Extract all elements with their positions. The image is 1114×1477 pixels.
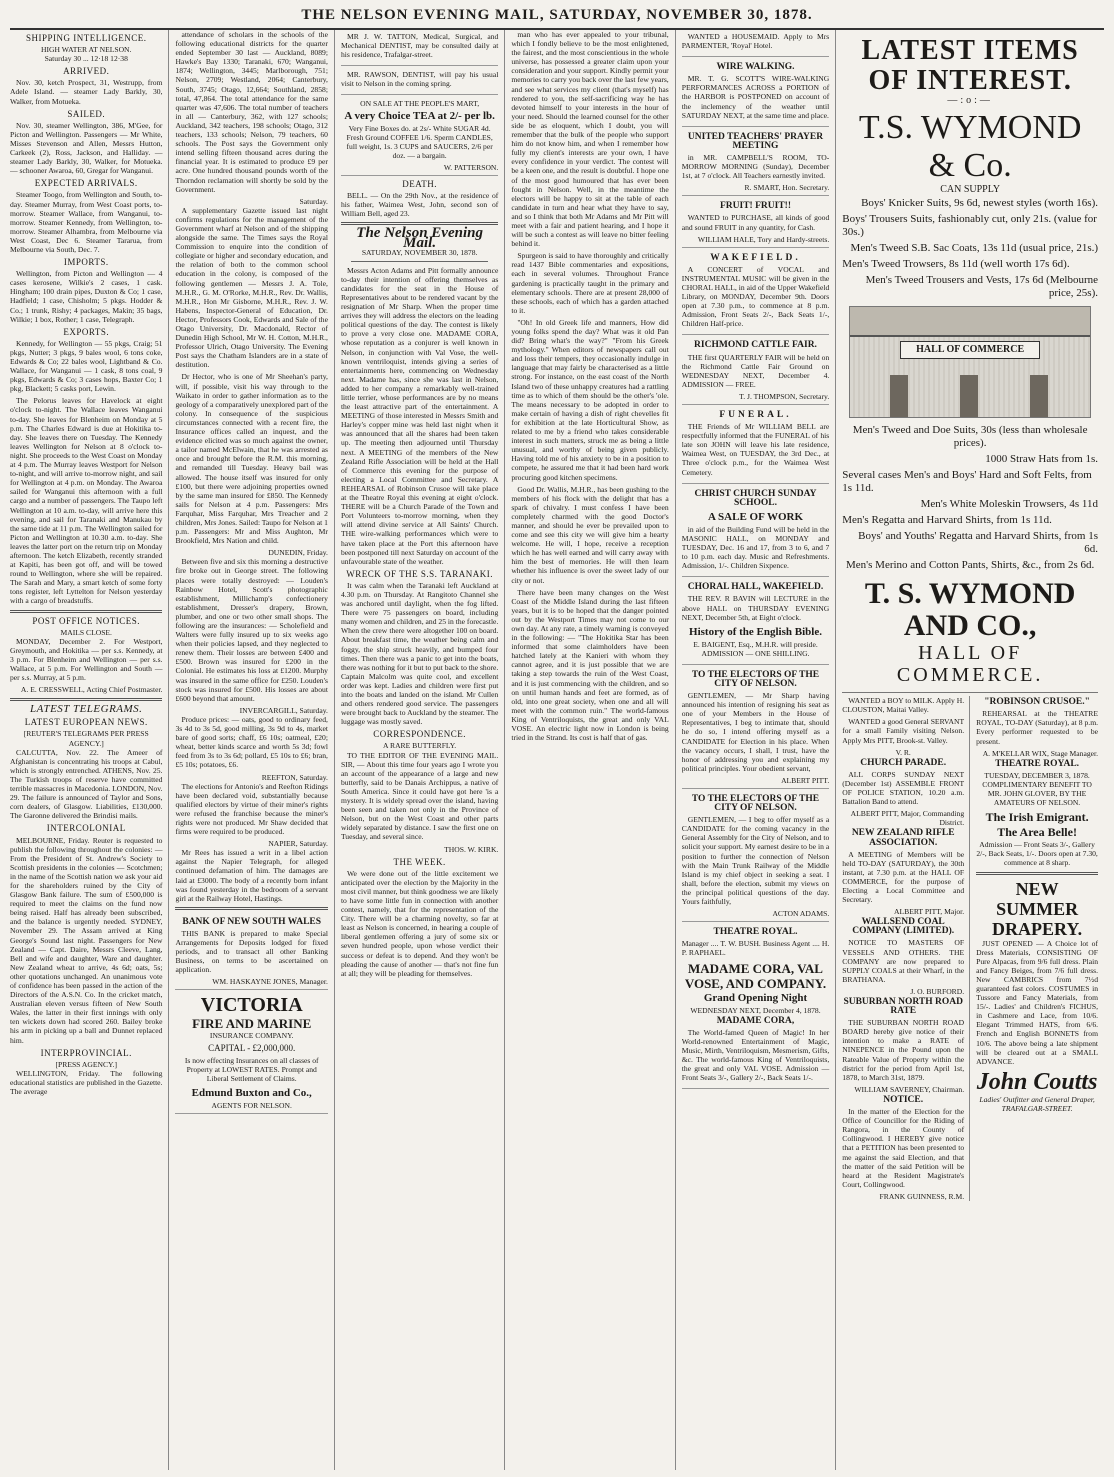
engraving-door [1030,375,1048,417]
dateline: REEFTON, Saturday. [261,772,328,782]
pitt-signature: ALBERT PITT. [781,775,830,785]
tatton-advert [341,30,498,66]
notice-heading: NOTICE. [883,1094,924,1105]
emigrant-title: The Irish Emigrant. [985,810,1089,825]
item: Boys' and Youths' Regatta and Harvard Shirts, from 1s 6d. [858,530,1099,556]
funeral-heading: FUNERAL. [719,410,792,420]
imports-heading: IMPORTS. [63,257,109,268]
article-text: Mr Rees has issued a writ in a libel action against the Napier Telegraph, for alleged continued defamation of him. The damages are laid at £3000. The body of a recently born infant was found yesterday in the bedroom of a servant girl at the Railway Hotel, Hastings. [175,848,328,903]
high-water-row: Saturday 30 ... 12·18 12·38 [44,54,128,64]
high-water-heading: HIGH WATER AT NELSON. [41,45,132,55]
choral-advert [682,579,830,665]
bank-signature: WM. HASKAYNE JONES, Manager. [212,977,328,987]
sale-text: Very Fine Boxes do. at 2s/- White SUGAR 4d. Fresh Ground COFFEE 1/6. Sperm CANDLES, full weight, 1s. 3 CUPS and SAUCERS, 2/6 per doz. — a bargain. [346,123,493,160]
parade-heading: CHURCH PARADE. [860,757,947,768]
interprovincial-heading: INTERPROVINCIAL. [40,1047,132,1058]
engraving-sign: HALL OF COMMERCE [900,341,1040,359]
united-signature: R. SMART, Hon. Secretary. [744,183,830,193]
item: Men's Tweed Trousers and Vests, 17s 6d (Melbourne price, 25s). [865,274,1099,300]
housemaid-advert [682,30,830,57]
article-text: Spurgeon is said to have thoroughly and critically read 1437 Bible commentaries and expositions, each in several volumes. Throughout France gardening is practically taught in the primary and elementary schools. There are at present 28,000 of these schools, each of which has a garden attached to it. [511,251,669,315]
adams-text: GENTLEMEN, — I beg to offer myself as a CANDIDATE for the coming vacancy in the General Assembly for the City of Nelson, and to solicit your support. My earnest desire to be in a position to further the connection of Nelson with the Main Trunk Railway of the Middle Island is my chief object in seeking a seat. I shall, before the election, submit my views on the principal political questions of the day. Yours faithfully, [681,815,830,907]
sailed-heading: SAILED. [67,108,106,119]
euro-heading: LATEST EUROPEAN NEWS. [24,717,148,728]
column-1 [10,30,169,1470]
exports-heading: EXPORTS. [63,326,110,337]
divider [351,261,488,262]
firm-name-2: T. S. WYMOND AND CO., [864,577,1076,643]
wallsend-text: NOTICE TO MASTERS OF VESSELS AND OTHERS. THE COMPANY are now prepared to SUPPLY COALS at their Wharf, in the BRATHANA. [842,938,965,984]
item: Boys' Trousers Suits, fashionably cut, only 21s. (value for 30s.) [842,213,1097,239]
item: Men's Tweed Trowsers, 8s 11d (well worth 17s 6d). [842,258,1070,271]
rifle-text: A MEETING of Members will be held TO-DAY (SATURDAY), the 30th instant, at 7.30 p.m. at the HALL OF COMMERCE, for the purpose of Electing a Local Committee and Secretary. [842,849,965,905]
suburban-text: THE SUBURBAN NORTH ROAD BOARD hereby give notice of their intention to make a RATE of NINEPENCE in the Pound upon the Rateable Value of Property within the district for the period from April 1st, 1878, to March 31st, 1879. [842,1018,965,1082]
death-text: BELL. — On the 29th Nov., at the residence of his father, Waimea West, John, second son of William Bell, aged 23. [340,191,499,219]
choral-heading: CHORAL HALL, WAKEFIELD. [687,582,824,593]
latest-telegrams-heading: LATEST TELEGRAMS. [30,703,143,716]
wakefield-text: A CONCERT of VOCAL and INSTRUMENTAL MUSIC will be given in the CHORAL HALL, in aid of the Upper Wakefield Library, on MONDAY, December 9th. Doors open at 7.30 p.m., to commence at 8 p.m. Admission, Front Seats 2/-, Back Seats 1/-, Children Half-price. [681,264,830,329]
rifle-heading: NEW ZEALAND RIFLE ASSOCIATION. [851,828,955,848]
shipping-notes: The Pelorus leaves for Havelock at eight o'clock to-night. The Wallace leaves Wanganui to-day. She leaves for Blenheim on Monday at 5 p.m. The Charles Edward is due at Hokitika to-day. She leaves there on Tuesday. The Kennedy leaves Wellington for Nelson at 8 o'clock to-night. She proceeds to the West Coast on Monday at 4 p.m. The Murray leaves Westport for Nelson to-night, and will arrive to-morrow night, and sail for Wellington at 4 p.m. on Monday. The Awaroa sailed for Wanganui this afternoon with a full cargo and a number of passengers. The Taupo left Wellington at 10 a.m. to-day, will arrive here this evening, and sail for Taranaki and Manukau by the same tide at 11 p.m. The Wellington sailed for Picton and Wellington at 10.30 a.m. to-day. She leaves the latter port on the return trip on Monday afternoon. The ketch Elizabeth, recently stranded at Kapiti, has been got off, and will be towed round to Wellington, where she will be repaired. The Sarah and Mary, a smart ketch of some forty tons register, left Lyttelton for Nelson yesterday with a cargo of breadstuffs. [10,396,163,606]
column-4 [511,30,675,1470]
drapery-heading: NEW SUMMER DRAPERY. [991,878,1083,939]
date-line: SATURDAY, NOVEMBER 30, 1878. [361,247,478,257]
wreck-text: It was calm when the Taranaki left Auckland at 4.30 p.m. on Thursday. At Rangitoto Channel she was anchored until daylight, when the fog lifted. There were 75 passengers on board, including many women and children, and 25 in the forecastle. When the crew there were altogether 100 on board. About breakfast time, the weather being calm and foggy, the ship struck heavily, and bumped four times. Then there was a panic to get into the boats, there was nothing for it but to put back to the shore. Captain Malcolm was quite cool, and excellent order was kept. Ladies and children were first put into the boats and landed on the island. Mr Cullen and others rendered good service. The passengers were brought back to Auckland by the steamer. The luggage was mostly saved. [340,580,499,727]
benefit-text: COMPLIMENTARY BENEFIT TO MR. JOHN GLOVER, BY THE AMATEURS OF NELSON. [982,779,1092,808]
suburban-signature: WILLIAM SAVERNEY, Chairman. [854,1084,965,1094]
arrived-heading: ARRIVED. [63,66,110,77]
section-title: SHIPPING INTELLIGENCE. [25,33,147,43]
theatre-managers: Manager .... T. W. BUSH. Business Agent .... H. P. RAPHAEL. [681,939,830,958]
funeral-advert [682,407,830,484]
exports-text: Kennedy, for Wellington — 55 pkgs, Craig; 51 pkgs, Nutter; 3 pkgs, 9 bales wool, 6 tons coke, Edwards & Co; 22 bales wool, Lightband & Co. Wallace, for Wanganui — 1 cask, 8 tons coal, 9 pkgs, Edwards & Co; 3 cases hops, Baxter Co; 1 pkg, Blackett; 5 casks port, Lewin. [10,338,163,394]
united-heading: UNITED TEACHERS' PRAYER MEETING [687,131,824,151]
hall-of-commerce: HALL OF COMMERCE. [896,642,1044,687]
engraving-roof [850,307,1090,337]
grand-opening: Grand Opening Night [703,991,808,1004]
intercolonial-text: MELBOURNE, Friday. Reuter is requested to publish the following throughout the colonies: — From the President of St. Andrew's Society to Scottish presidents in the colonies — Scotchmen; in the name of the Scottish nation we ask your aid for the shareholders ruined by the City of Glasgow Bank failure. The sum of £500,000 is required to meet the claims on the fund now being raised. Half has already been subscribed, and the balance is urgently needed. SYDNEY, November 29. The Assam arrived at King George's Sound last night. Passengers for New Zealand — Capt. Daire, Messrs Cleeve, Lang, Bell and wife and daughter, Ware and daughter. New Zealand wheat to arrive, 4s 6d; oats, 5s; other quotations unchanged. An unanimous vote of confidence has been passed in the action of the Directors of the A.S.N. Co. In the cricket match, Australian eleven versus fifteen of New South Wales, the latter in their first innings with only ten wickets down had scored 260. Bailey broke his arm in picking up a ball and Dunnet replaced him. [10,835,163,1045]
article-text: The elections for Antonio's and Reefton Ridings have been declared void, substantially because qualified electors by virtue of their miner's rights were refused the franchise because the miner's rights were not produced. Mr Shaw decided that firms were required to be produced. [175,781,328,837]
small-ads [842,692,1098,1201]
sale-of-work: A SALE OF WORK [707,510,804,523]
adams-advert [682,791,830,922]
pitt-text: GENTLEMEN, — Mr Sharp having announced his intention of resigning his seat as one of your Members in the House of Representatives, I beg to intimate that, should he do so, I intend offering myself as a CANDIDATE for Election in his place. When the vacancy occurs, I shall, I trust, have the honor of addressing you and explaining my political principles. Your obedient servant, [681,691,830,773]
small-ads-left [842,696,970,1201]
column-3 [341,30,505,1470]
insurance-advert [175,992,327,1114]
sale-work-text: in aid of the Building Fund will be held in the MASONIC HALL, on MONDAY and TUESDAY, Dec. 16 and 17, from 3 to 6, and 7 to 10 p.m. each day. Music and Refreshments. Admission, 1/-. Children Sixpence. [681,524,830,571]
funeral-text: THE Friends of Mr WILLIAM BELL are respectfully informed that the FUNERAL of his late son JOHN will leave his late residence, Waimea West, on TUESDAY, the 3rd Dec., at Three o'clock p.m., for the Waimea West Cemetery. [681,422,830,477]
tea-advert [341,97,498,176]
housemaid-text: WANTED a HOUSEMAID. Apply to Mrs PARMENTER, 'Royal' Hotel. [681,32,830,51]
arrived-text: Nov. 30, ketch Prospect, 31, Westrupp, from Adele Island. — steamer Lady Barkly, 30, Walker, from Motueka. [10,78,163,106]
article-text: man who has ever appealed to your tribunal, which I fondly believe to be the most enlightened, the fairest, and the most conscientious in the whole universe, has possessed a greater claim upon your consideration and your support. Kindly permit your memories to carry you back over the last few years, and see what services my client (that's myself) has rendered to you, the self-sacrificing way he has devoted himself to your interests in the hour of your need. Should the learned counsel for the other side be as eloquent, which I doubt, you will remember that the bulk of the people who support him do not know him, and when I remember how fully my client's interests are your own, I have every confidence in your verdict. The contest will be a keen one, and the result is doubtful. I hope one of the most good humoured that has ever been fought in Nelson. Well, in the meantime the electors will be happy to sit at the table of each candidate in turn and hear what they have to say, and so I think that both Mr Adams and Mr Pitt will meet with a fair and patient hearing, and I hope it will be such a contest as will leave no bitter feeling behind it. [511,30,669,249]
divider [10,698,162,701]
column-5 [682,30,837,1470]
item: Men's Tweed S.B. Sac Coats, 13s 11d (usual price, 21s.) [850,242,1099,255]
rifle-signature: ALBERT PITT, Major. [894,907,965,917]
vr-mark: V. R. [895,747,911,757]
cora-text: The World-famed Queen of Magic! In her World-renowned Entertainment of Magic, Music, Mirth, Ventriloquism, Mesmerism, Gifts, &c. The world-famous King of Ventriloquists, the great and only VAL VOSE. Admission — Front Seats 3/-, Gallery 2/-, Back Seats 1/-. [681,1027,830,1083]
butterfly-heading: A RARE BUTTERFLY. [383,741,457,751]
masthead: THE NELSON EVENING MAIL, SATURDAY, NOVEMBER 30, 1878. [10,4,1104,30]
notice-signature: FRANK GUINNESS, R.M. [879,1191,965,1201]
wallsend-signature: J. O. BURFORD. [910,986,965,996]
dateline: NAPIER, Saturday. [268,839,328,849]
can-supply: CAN SUPPLY [940,184,1001,196]
divider [976,872,1098,875]
engraving-door [960,375,978,417]
history-sub: E. BAIGENT, Esq., M.H.R. will preside. ADMISSION — ONE SHILLING. [693,639,818,658]
cattle-text: THE first QUARTERLY FAIR will be held on the Richmond Cattle Fair Ground on WEDNESDAY NEXT, December 4. ADMISSION — FREE. [681,352,830,389]
cattle-heading: RICHMOND CATTLE FAIR. [694,340,817,351]
cattle-signature: T. J. THOMPSON, Secretary. [739,391,830,401]
crusoe-text: REHEARSAL at the THEATRE ROYAL, TO-DAY (Saturday), at 8 p.m. Every performer requested to be present. [976,709,1099,746]
imports-text: Wellington, from Picton and Wellington — 4 cases kerosene, Wilkie's 2 cases, 1 cask. Hingham; 100 drain pipes, Duxton & Co; 1 case, Hadfield; 1 case, Chisholm; 5 pkgs. Hodder & Co.; 1 trunk, Rishy; 4 packages, Makin; 35 bags, Wilkie; 1 box, Rother; 1 case, Telegraph. [10,269,163,324]
item: Men's Tweed and Doe Suits, 30s (less than wholesale prices). [852,424,1088,450]
butterfly-text: TO THE EDITOR OF THE EVENING MAIL. SIR, — About this time four years ago I wrote you an account of the appearance of a large and new butterfly, said to be Danais Archippus, a native of South America. Since it could have got here 'is a mystery. It is widely spread over the island, having been seen and taken not only in the Province of Nelson, but on the West Coast and other parts widely separated by distance. I saw the first one on Tuesday, and several since. [340,750,499,842]
history-title: History of the English Bible. [689,625,822,638]
crusoe-heading: "ROBINSON CRUSOE." [984,697,1090,708]
area-title: The Area Belle! [997,825,1077,840]
week-heading: THE WEEK. [393,856,446,867]
benefit-sub: Admission — Front Seats 3/-, Gallery 2/-, Back Seats, 1/-. Doors open at 7.30, commence at 8 sharp. [976,840,1098,868]
theatre-heading: THEATRE ROYAL. [713,927,798,938]
postmaster-signature: A. E. CRESSWELL, Acting Chief Postmaster. [20,685,163,695]
item: Men's Regatta and Harvard Shirts, from 1s 11d. [842,514,1052,527]
parade-signature: ALBERT PITT, Major, Commanding District. [850,809,965,828]
agents-sub: AGENTS FOR NELSON. [211,1100,292,1110]
article-text: attendance of scholars in the schools of the following educational districts for the quarter ended September 30 last — Auckland, 8089; Hawke's Bay 1330; Taranaki, 670; Wanganui, 1874; Wellington, 3445; Marlborough, 751; Nelson, 2709; Westland, 2064; Canterbury, South, 3745; Otago, 12,664; Southland, 2858; total, 47,864. The total attendance for the same quarter was 47,606. The total number of teachers in all — Canterbury, 362, with 127 schools; Auckland, 342 teachers, 198 schools; Otago, 312 teachers, 133 schools; Nelson, 79 teachers, 60 schools. The Post says the Government only intend selling fifteen thousand acres during the financial year. It is estimated to produce £9 per acre. One hundred thousand pounds worth of the Thorndon reclamation will shortly be sold by the Government. [175,30,328,194]
divider [10,610,162,613]
separator: —:o:— [947,95,993,106]
sale-signature: W. PATTERSON. [443,162,499,172]
sale-heading: ON SALE AT THE PEOPLE'S MART, [360,99,480,109]
article-text: "Oh! In old Greek life and manners, How did young folks spend the day? What was it old Pan did? Bring what's the way?" "From his Greek mythology." When editors of newspapers call out and loss their tempers, they occasionally indulge in language that may fairly be characterised as a little strong. For instance, on the east coast of the North Island two of these unhappy creatures had a rattling time as to which of them should be the other's 'ole. The means necessary to be adopted in order to make certain of having a dish of right chevelles fit for exhibition at the late Horticultural Show, as related to me by a friend who takes considerable interest in such matters, struck me as being a little unusual, and worthy of being given publicly. Having told me of his anxiety to be in a position to compete, he assured me that it had been hard work procuring good kitchen specimens. [511,317,669,482]
wakefield-heading: WAKEFIELD. [710,252,801,263]
drapery-text: JUST OPENED — A Choice lot of Dress Materials, CONSISTING OF Pure Alpacas, from 9/6 full dress. Plain and Fancy Beiges, from 7/6 full dress. New CAMBRICS from 7½d guaranteed fast colors. COSTUMES in Tussore and Fancy Materials, from 15/-. Ladies' and Children's FICHUS, in Cashmere and Lace, from 10/6. Elegant Trimmed HATS, from 6/6. French and English BONNETS from 10/6. The above being a late shipment will be cleared out at a SMALL ADVANCE. [976,938,1099,1066]
divider [175,907,327,910]
agents-name: Edmund Buxton and Co., [191,1086,312,1099]
intercolonial-heading: INTERCOLONIAL [46,823,126,834]
insurance-company: INSURANCE COMPANY. [209,1031,294,1041]
tea-headline: A very Choice TEA at 2/- per lb. [344,109,495,122]
small-ads-right [976,696,1098,1201]
theatre-heading: THEATRE ROYAL. [995,758,1080,769]
rawson-text: MR. RAWSON, DENTIST, will pay his usual visit to Nelson in the coming spring. [340,70,499,89]
fire-marine-title: FIRE AND MARINE [192,1016,312,1032]
cora-name: MADAME CORA, [716,1015,795,1026]
week-text: We were done out of the little excitement we anticipated over the election by the Majority in the most civil manner, but think goodness we are likely to have some little fun in connection with another contest, namely, that for the representation of the City. There will be a charming novelty, so far at least as Nelson is concerned, in hearing a couple of liberal gentlemen offering a jury of some six or seven hundred people, upon whose verdict their success or defeat is to depend. And they won't be pleading the cause of another — that's not fine fun at all; they will be pleading for themselves. [340,868,499,978]
post-heading: POST OFFICE NOTICES. [32,615,141,626]
cattle-advert [682,337,830,405]
wakefield-advert [682,250,830,336]
choral-text: THE REV. R BAVIN will LECTURE in the above HALL on THURSDAY EVENING NEXT, December 5th, at Eight o'clock. [681,594,830,622]
pitt-advert [682,667,830,789]
suburban-heading: SUBURBAN NORTH ROAD RATE [843,997,963,1017]
item: Men's Merino and Cotton Pants, Shirts, &c., from 2s 6d. [846,559,1095,572]
correspondence-heading: CORRESPONDENCE. [373,729,467,740]
expected-text: Steamer Toogo, from Wellington and South, to-day. Steamer Murray, from West Coast ports, to-morrow. Steamer Wallace, from Wanganui, to-morrow. Steamer Kennedy, from Wellington, to-morrow. Steamer Alhambra, from Melbourne via West Coast, Dec 6. Steamer Tararua, from Melbourne via South, Dec. 7. [10,190,163,254]
victoria-title: VICTORIA [200,994,303,1017]
rawson-advert [341,68,498,95]
adams-signature: ACTON ADAMS. [772,909,830,919]
item: Boys' Knicker Suits, 9s 6d, newest styles (worth 16s). [861,197,1099,210]
article-text: Between five and six this morning a destructive fire broke out in George street. The following places were totally destroyed: — Louden's Rainbow Hotel, Scott's photographic establishment, Millichamp's confectionery establishment, Dresser's drapery, Brown, plumber, and one or two other small shops. The following are the insurances: — Scholefield and Walters were fully insured up to six weeks ago when their policies lapsed, and they neglected to renew them. Their losses are between £400 and £500. Brown was insured for £200 in the Colonial. He estimates his loss at £1200. Murphy was insured in the same office for £250. Louden's stock was insured for £500. His losses are about £600 beyond that amount. [175,557,328,703]
wire-advert [682,59,830,127]
bank-text: THIS BANK is prepared to make Special Arrangements for Deposits lodged for fixed periods, and to transact all other Banking Business, on terms to be ascertained on application. [175,928,328,975]
hall-of-commerce-engraving [849,306,1091,418]
butterfly-signature: THOS. W. KIRK. [444,844,499,854]
benefit-date: TUESDAY, DECEMBER 3, 1878. [984,770,1090,780]
capital: CAPITAL - £2,000,000. [208,1042,296,1053]
item: 1000 Straw Hats from 1s. [985,453,1099,466]
notice-text: In the matter of the Election for the Office of Councillor for the Riding of Rangora, in the County of Collingwood. I HEREBY give notice that a PETITION has been presented to me against the said Election, and that the matter of the said Petition will be heard at the Resident Magistrate's Court, Collingwood. [842,1107,965,1189]
wire-text: MR. T. G. SCOTT'S WIRE-WALKING PERFORMANCES ACROSS a PORTION of the HARBOR is POSTPONED on account of the inclemency of the weather until SATURDAY NEXT, at the same time and place. [681,74,830,120]
electors-heading-2: TO THE ELECTORS OF THE CITY OF NELSON. [691,794,820,814]
fruit-text: WANTED to PURCHASE, all kinds of good and sound FRUIT in any quantity, for Cash. [681,213,830,232]
expected-heading: EXPECTED ARRIVALS. [34,178,138,189]
sailed-text: Nov. 30, steamer Wellington, 386, M'Gee, for Picton and Wellington. Passengers — Mr White, Misses Stevenson and Allen, Messrs Hutton, Carkeek (2), Ross, Jackson, and Halliday. — steamer Lady Barkly, 30, Walker, for Motueka. — schooner Awaroa, 60, Gregar for Wanganui. [10,120,163,176]
grand-date: WEDNESDAY NEXT, December 4, 1878. [690,1005,821,1015]
wreck-heading: WRECK OF THE S.S. TARANAKI. [346,568,493,579]
article-text: Produce prices: — oats, good to ordinary feed, 3s 4d to 3s 5d, good milling, 3s 9d to 4s, market bare of good sorts; chaff, £6 10s; oatmeal, £20; wheat, better kinds scarce and worth 5s 3d; fowl feed from 3s to 3s 6d; pollard, £5 10s to £6; bran, £5 10s; potatoes, £6. [175,714,328,770]
theatre-advert [682,924,830,1089]
electors-heading: TO THE ELECTORS OF THE CITY OF NELSON. [691,669,820,689]
fruit-heading: FRUIT! FRUIT!! [720,201,791,212]
article-text: There have been many changes on the West Coast of the Middle Island during the last fifteen years, but it is to be hoped that the danger pointed out by the Westport Times may not come to our own day. At any rate, a timely warning is conveyed in the following: — "The Hokitika Star has been informed that some claimholders have been hatched lately at the Kanieri with whom they cannot agree, and it is just possible that we are taking a step towards the ruin of the West Coast, and it is just commencing with the children, and so on until human hands and feet are formed, as of old, into one great society, when one and all will meet with the common ruin." The world-famous King of Ventriloquists, the great and only VAL VOSE. An electric light now in London is being tried in the Strand. Its cost is half that of gas. [511,587,669,743]
fruit-advert [682,198,830,247]
christ-heading: CHRIST CHURCH SUNDAY SCHOOL. [694,488,817,508]
parade-text: ALL CORPS SUNDAY NEXT (December 1st) ASSEMBLE FRONT OF POLICE STATION, 10.20 a.m. Battalion Band to attend. [842,769,965,807]
mails-heading: MAILS CLOSE. [60,627,112,637]
paper-title: The Nelson Evening Mail. [356,225,483,251]
bank-title: BANK OF NEW SOUTH WALES [182,916,322,927]
dateline: INVERCARGILL, Saturday. [239,705,328,715]
article-text: Good Dr. Wallis, M.H.R., has been gushing to the members of his flock with the delight that has a spark of chivalry. I must confess I have been completely charmed with the good Doctor's manner, and should he ever be prevailed upon to come and see this city we will give him a hearty welcome. He will, I hope, receive a reception which he has well earned and will carry away with him the best of memories. He will then learn whether his influence is over the sweet lady of our city or not. [511,484,669,585]
column-6 [842,30,1104,1470]
coutts-name: John Coutts [976,1068,1098,1095]
wallsend-heading: WALLSEND COAL COMPANY (LIMITED). [852,917,955,937]
united-text: in MR. CAMPBELL'S ROOM, TO-MORROW MORNING (Sunday), December 1st, at 7 o'clock. All Teachers earnestly invited. [681,152,830,181]
servant-advert: WANTED a good General SERVANT for a small Family visiting Nelson. Apply Mrs PITT, Brook-st. Valley. [842,717,965,745]
press-agency-credit: [PRESS AGENCY.] [55,1059,117,1069]
article-text: A supplementary Gazette issued last night confirms regulations for the management of the Government wharf at Nelson and of the shipping alongside the same. The Times says the Royal Commission to enquire into the condition of collegiate or higher and secondary education, and the relation of both to the common school education in the colony, is composed of the following gentlemen — Messrs J. A. Tole, M.H.R., G. M. O'Rorke, M.H.R., Rev. Dr. Wallis, M.H.R., Hon Mr Gisborne, M.H.R., Rev. J. W. Habens, Inspector-General of Education, Dr. Hector, Professors Cook, Edwards and Sale of the Otago University, Dr. Macdonald, Rector of Dunedin High School, Mr W. H. Cotton, M.H.R., Professor Ulrich, Otago University. The Evening Post says the Chatham Islanders are in a state of destitution. [175,205,328,370]
christ-advert [682,486,830,578]
engraving-door [890,375,908,417]
united-advert [682,129,830,197]
euro-text: CALCUTTA, Nov. 22. The Ameer of Afghanistan is concentrating his troops at Cabul, which is strongly entrenched. ATHENS, Nov. 25. The Turkish troops of reserve have committed terrible massacres in Macedonia. LONDON, Nov. 29. The failure is announced of Taylor and Sons, corn dealers, of Glasgow. Liabilities, £130,000. The Garonne delivered the Brindisi mails. [10,747,163,821]
coutts-sub: Ladies' Outfitter and General Draper, TRAFALGAR-STREET. [979,1094,1095,1113]
insurance-text: Is now effecting Insurances on all classes of Property at LOWEST RATES. Prompt and Liberal Settlement of Claims. [184,1055,319,1083]
lead-text: Messrs Acton Adams and Pitt formally announce to-day their intention of offering themselves as candidates for the seat in the House of Representatives about to be rendered vacant by the resignation of Mr Sharp. When the proper time arrives they will address the electors on the leading political questions of the day. The contest is likely to prove a very close one. MADAME CORA, whose reputation as a conjurer is well known in Nelson, in conjunction with Val Vose, the well-known ventriloquist, intends giving a series of entertainments here, commencing on Wednesday next. Madame has, since she was last in Nelson, added to her company a remarkably well-trained little terrier, whose performances are by no means the least attractive part of the entertainment. A MEETING of those interested in Messrs Smith and Harley's copper mine was held last night when it was announced that all the shares had been taken up. The meeting then adjourned until Thursday next. A MEETING of the members of the New Zealand Rifle Association will be held at the Hall of Commerce this evening for the purpose of electing a Local Committee and Secretary. A REHEARSAL of Robinson Crusoe will take place at the Theatre Royal this evening at eight o'clock. THERE will be a Church Parade of the Town and Port Volunteers to-morrow morning, when they will attend divine service at All Saints' Church. THE wire-walking performances which were to have taken place at the Port this afternoon have been postponed till next Saturday on account of the unfavourable state of the weather. [340,265,499,566]
item: Several cases Men's and Boys' Hard and Soft Felts, from 1s 11d. [842,469,1092,495]
item: Men's White Moleskin Trowsers, 4s 11d [920,498,1099,511]
cora-title: MADAME CORA, VAL VOSE, AND COMPANY. [684,960,827,991]
interprovincial-text: WELLINGTON, Friday. The following educational statistics are published in the Gazette. The average [10,1068,163,1097]
article-text: Dr Hector, who is one of Mr Sheehan's party, will, if possible, visit his way through to the Waikato in order to gather information as to the geology of a comparatively unexplored part of the colony. In consequence of the suspicious circumstances connected with a recent fire, the Insurance offices called an inquest, and the evidence elicited was so much against the owner, a tailor named McElwain, that he was arrested as once and brought before the R.M. this morning, and remanded till Tuesday. Heavy bail was allowed. The house itself was insured for only £100, but there were adjoining properties owned by the same man insured for £850. The Kennedy sails for Nelson at 4 p.m. Passengers: Mrs Farquhar, Miss Farquhar, Mrs Treacher and 2 children, Mrs Jones. Sailed: Taupo for Nelson at 1 p.m. Passengers: Mr and Miss Aughton, Mr Brookfield, Mrs Nation and child. [175,372,328,546]
dateline: DUNEDIN, Friday. [268,548,328,558]
dateline: Saturday. [299,196,328,206]
death-heading: DEATH. [402,179,437,190]
wire-heading: WIRE WALKING. [716,62,795,73]
latest-items-heading: LATEST ITEMS OF INTEREST. [861,35,1079,96]
column-2 [175,30,334,1470]
crusoe-signature: A. M'KELLAR WIX, Stage Manager. [982,748,1099,758]
fruit-signature: WILLIAM HALE, Tory and Hardy-streets. [697,234,830,244]
tatton-text: MR J. W. TATTON, Medical, Surgical, and Mechanical DENTIST, may be consulted daily at his residence, Trafalgar-street. [340,32,499,60]
boy-advert: WANTED a BOY to MILK. Apply H. CLOUSTON, Maitai Valley. [842,696,965,715]
bank-advert [175,914,327,991]
firm-name: T.S. WYMOND & Co. [858,109,1082,185]
mails-text: MONDAY, December 2. For Westport, Greymouth, and Hokitika — per s.s. Kennedy, at 3 p.m. For Blenheim and Wellington — per s.s. Wallace, at 5 p.m. For Wellington and South — per s.s. Murray, at 5 p.m. [10,636,163,683]
reuter-credit: [REUTER'S TELEGRAMS PER PRESS AGENCY.] [23,729,149,748]
